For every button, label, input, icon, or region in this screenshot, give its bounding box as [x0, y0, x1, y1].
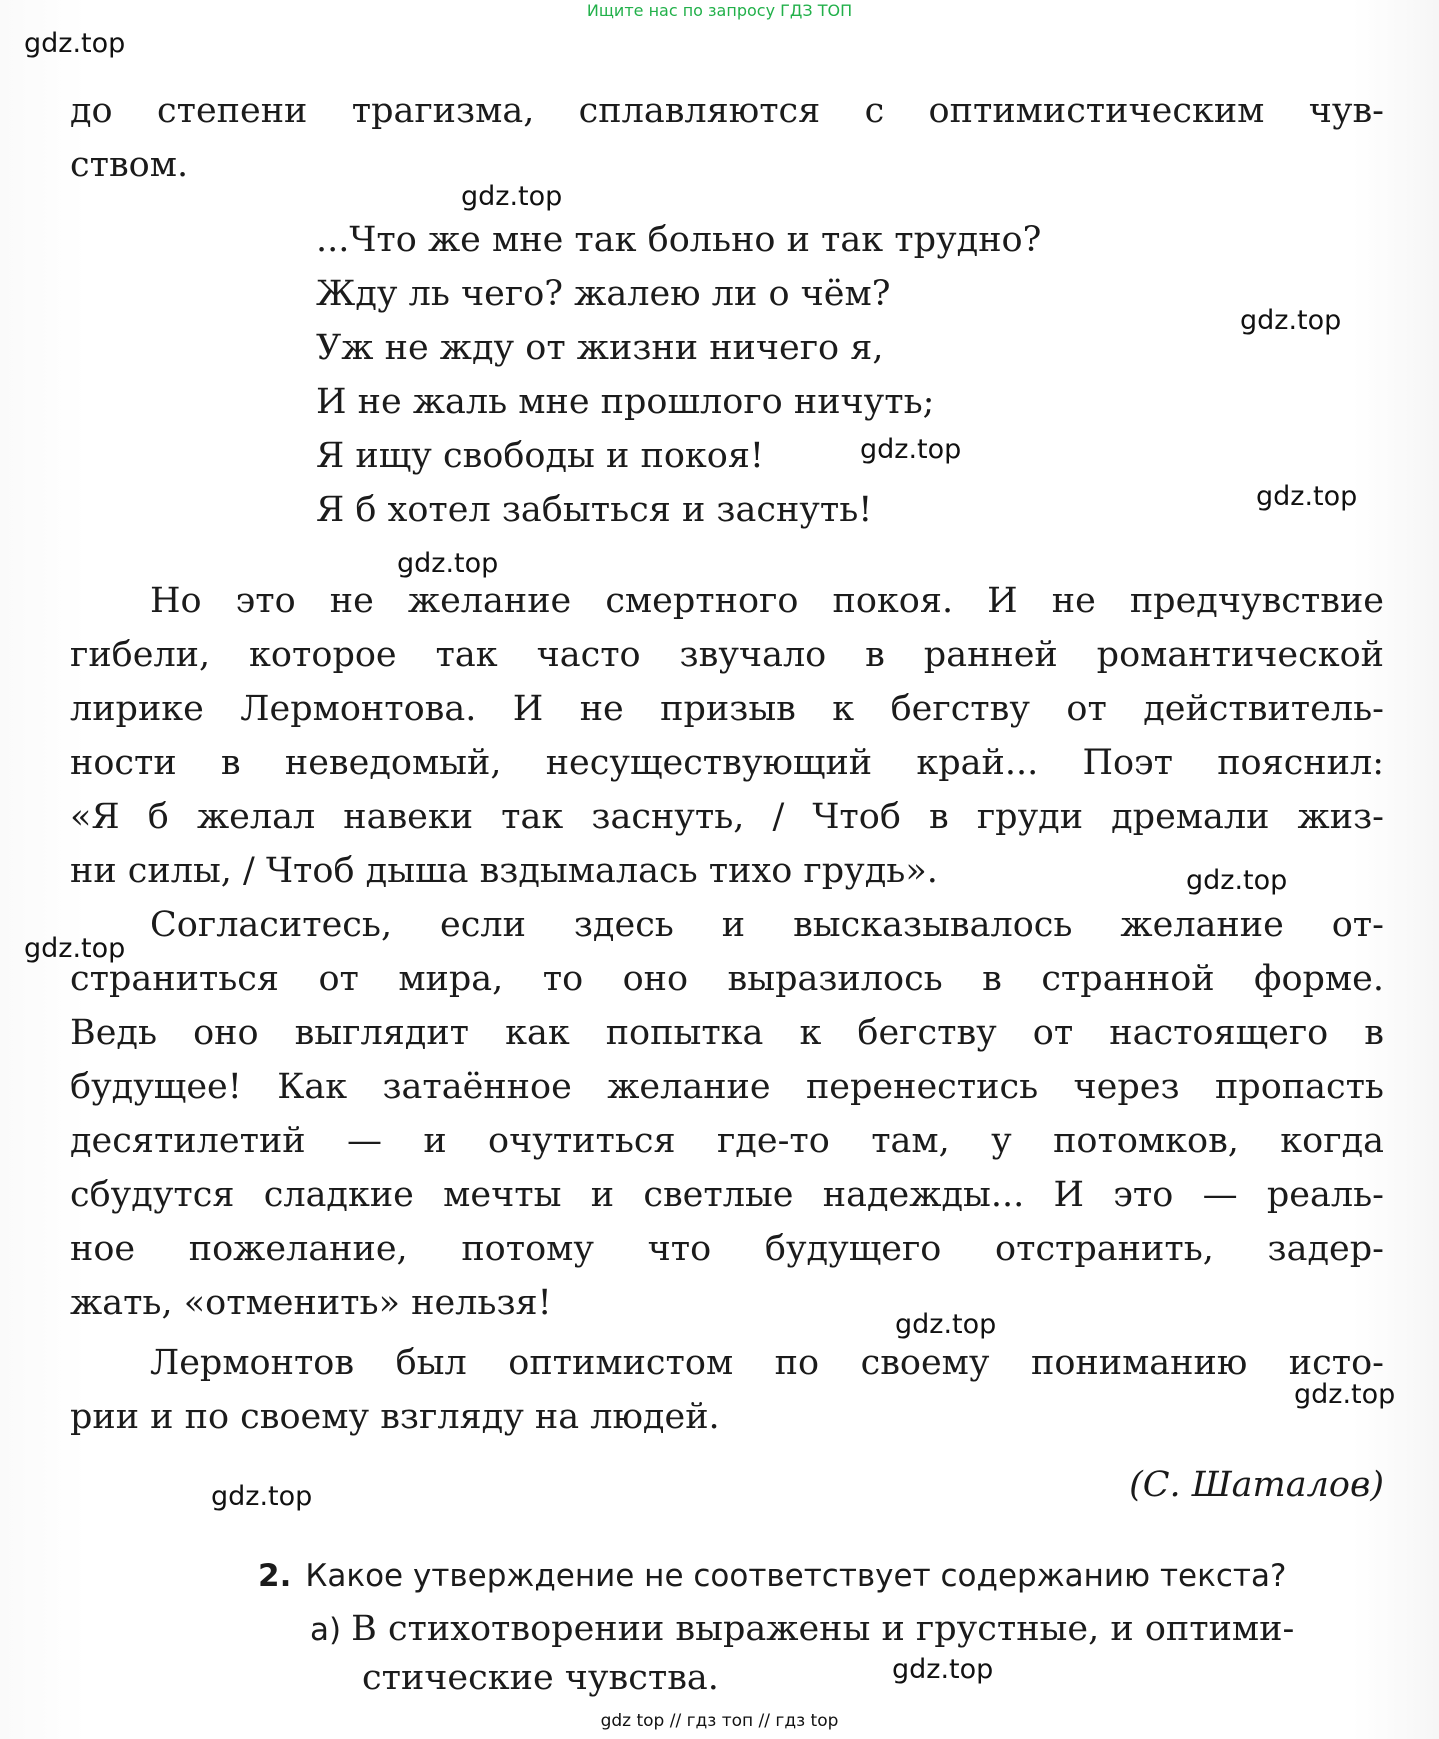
top-banner-link[interactable]: Ищите нас по запросу ГДЗ ТОП	[586, 1, 853, 20]
option-label: а)	[310, 1612, 342, 1648]
task-question-text: Какое утверждение не соответствует содержанию текста?	[305, 1558, 1287, 1594]
text-line: ное пожелание, потому что будущего отстранить, задер-	[70, 1229, 1384, 1269]
text-line: Лермонтов был оптимистом по своему пониманию исто-	[150, 1343, 1384, 1383]
author-signature: (С. Шаталов)	[1129, 1465, 1384, 1505]
text-line: лирике Лермонтова. И не призыв к бегству от действитель-	[70, 689, 1384, 729]
text-line: сбудутся сладкие мечты и светлые надежды... И это — реаль-	[70, 1175, 1384, 1215]
answer-option-a-continuation: стические чувства.	[362, 1658, 719, 1698]
watermark: gdz.top	[24, 28, 126, 59]
poem-line: Я б хотел забыться и заснуть!	[316, 490, 873, 530]
watermark: gdz.top	[1294, 1379, 1396, 1410]
poem-line: И не жаль мне прошлого ничуть;	[316, 382, 935, 422]
watermark: gdz.top	[461, 181, 563, 212]
watermark: gdz.top	[397, 548, 499, 579]
answer-option-a	[310, 1603, 1386, 1656]
text-line: Но это не желание смертного покоя. И не предчувствие	[150, 581, 1384, 621]
poem-line: Я ищу свободы и покоя!	[316, 436, 764, 476]
bottom-banner-link[interactable]: gdz top // гдз топ // гдз top	[600, 1711, 839, 1731]
text-line: гибели, которое так часто звучало в ранней романтической	[70, 635, 1384, 675]
task-number: 2.	[258, 1558, 292, 1594]
text-line: страниться от мира, то оно выразилось в странной форме.	[70, 959, 1384, 999]
task-question	[258, 1551, 1286, 1601]
watermark: gdz.top	[1256, 481, 1358, 512]
watermark: gdz.top	[1186, 865, 1288, 896]
watermark: gdz.top	[1240, 305, 1342, 336]
text-line: до степени трагизма, сплавляются с оптимистическим чув-	[70, 91, 1384, 131]
watermark: gdz.top	[892, 1654, 994, 1685]
text-line: ни силы, / Чтоб дыша вздымалась тихо грудь».	[70, 851, 938, 891]
text-line: будущее! Как затаённое желание перенестись через пропасть	[70, 1067, 1384, 1107]
text-line: десятилетий — и очутиться где-то там, у потомков, когда	[70, 1121, 1384, 1161]
option-text: В стихотворении выражены и грустные, и оптими-	[351, 1609, 1295, 1649]
watermark: gdz.top	[895, 1309, 997, 1340]
text-line: Согласитесь, если здесь и высказывалось желание от-	[150, 905, 1384, 945]
text-line: ности в неведомый, несуществующий край... Поэт пояснил:	[70, 743, 1384, 783]
text-line: Ведь оно выглядит как попытка к бегству от настоящего в	[70, 1013, 1384, 1053]
text-line: «Я б желал навеки так заснуть, / Чтоб в груди дремали жиз-	[70, 797, 1384, 837]
text-line: ством.	[70, 145, 189, 185]
poem-line: ...Что же мне так больно и так трудно?	[316, 220, 1042, 260]
text-line: рии и по своему взгляду на людей.	[70, 1397, 720, 1437]
poem-line: Уж не жду от жизни ничего я,	[316, 328, 884, 368]
text-line: жать, «отменить» нельзя!	[70, 1283, 552, 1323]
poem-line: Жду ль чего? жалею ли о чём?	[316, 274, 891, 314]
watermark: gdz.top	[24, 933, 126, 964]
watermark: gdz.top	[860, 434, 962, 465]
watermark: gdz.top	[211, 1481, 313, 1512]
